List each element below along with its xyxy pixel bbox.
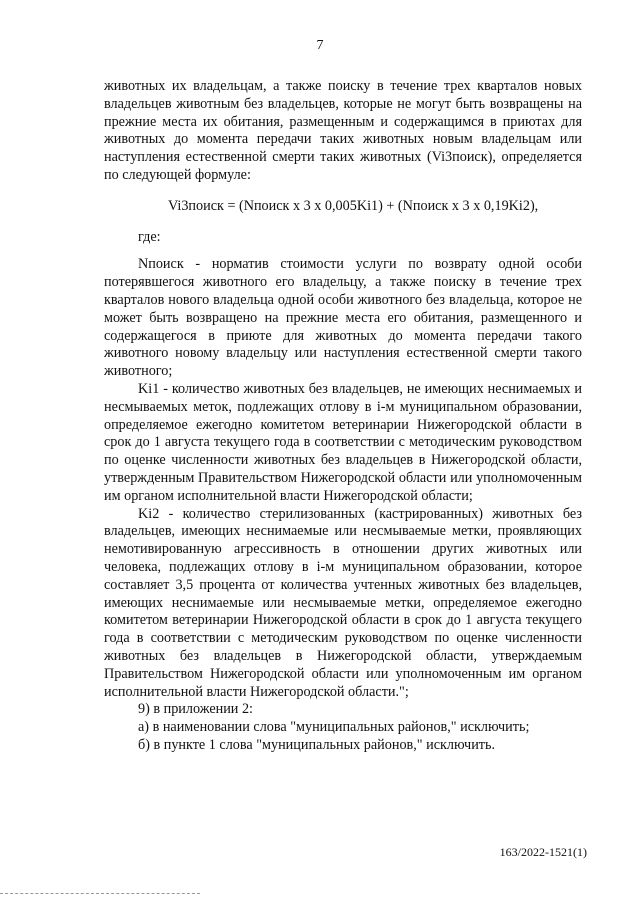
definition-ki2: Ki2 - количество стерилизованных (кастрированных) животных без владельцев, имеющих неснимаемые или несмываемые метки, проявляющих немотивированную агрессивность в отношении других животных или человека, подлежащих отлову в i-м муниципальном образовании, которое составляет 3,5 процента от количества учтенных животных без владельцев, имеющих неснимаемые или несмываемые метки, определяемое ежегодно комитетом ветеринарии Нижегородской области в срок до 1 августа текущего года в соответствии с методическим руководством по оценке численности животных без владельцев в Нижегородской области, утверждаемым Правительством Нижегородской области или уполномоченным им органом исполнительной власти Нижегородской области."; [104,505,582,700]
scan-edge-divider [0,893,200,895]
definition-npoisk: Nпоиск - норматив стоимости услуги по возврату одной особи потерявшегося животного его владельцу, а также поиску в течение трех кварталов нового владельца одной особи животного без владельца, которое не может быть возвращено на прежние места его обитания, размещенного и содержащегося в приюте для животных до момента передачи такого животного новому владельцу или наступления естественной смерти такого животного; [104,256,582,380]
where-label: где: [138,228,161,245]
paragraph-intro: животных их владельцам, а также поиску в течение трех кварталов новых владельцев животным без владельцев, которые не могут быть возвращены на прежние места их обитания, размещенным и содержащимся в приютах для животных до момента передачи таких животных новым владельцам или наступления естественной смерти таких животных (Vi3поиск), определяется по следующей формуле: [104,78,582,183]
document-body [104,78,582,755]
item-9b: б) в пункте 1 слова "муниципальных районов," исключить. [138,736,496,753]
document-code: 163/2022-1521(1) [499,845,587,859]
item-9a: а) в наименовании слова "муниципальных районов," исключить; [138,719,530,736]
item-9: 9) в приложении 2: [138,701,253,718]
page-number: 7 [316,38,324,53]
formula-vi3poisk: Vi3поиск = (Nпоиск х 3 х 0,005Ki1) + (Nпоиск х 3 х 0,19Ki2), [168,197,539,214]
definition-ki1: Ki1 - количество животных без владельцев, не имеющих неснимаемых и несмываемых меток, подлежащих отлову в i-м муниципальном образовании, определяемое ежегодно комитетом ветеринарии Нижегородской области в срок до 1 августа текущего года в соответствии с методическим руководством по оценке численности животных без владельцев в Нижегородской области, утвержденным Правительством Нижегородской области или уполномоченным им органом исполнительной власти Нижегородской области; [104,380,582,504]
